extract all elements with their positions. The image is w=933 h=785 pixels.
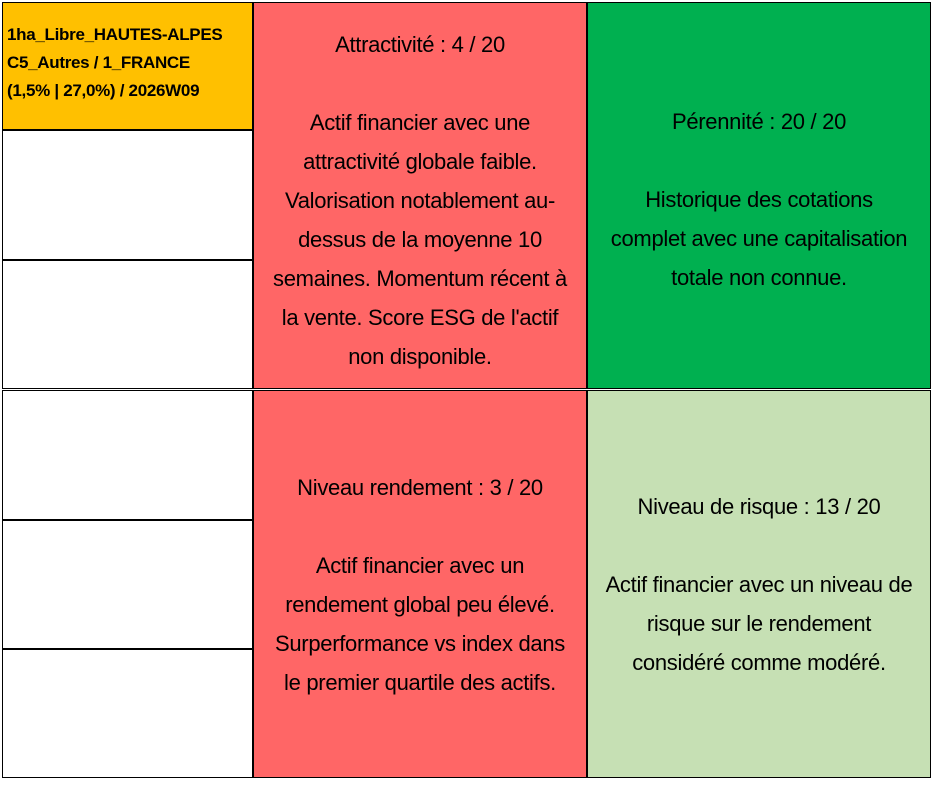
rendement-cell	[253, 390, 587, 778]
attractivite-desc-line: non disponible.	[348, 344, 492, 369]
attractivite-desc-line: attractivité globale faible.	[303, 149, 537, 174]
perennite-desc-line: totale non connue.	[671, 265, 847, 290]
rendement-desc-line: le premier quartile des actifs.	[284, 670, 556, 695]
rendement-desc-line: rendement global peu élevé.	[285, 592, 555, 617]
perennite-title: Pérennité : 20 / 20	[671, 109, 847, 134]
attractivite-desc-line: dessus de la moyenne 10	[298, 227, 542, 252]
attractivite-desc-line: semaines. Momentum récent à	[273, 266, 567, 291]
rendement-desc-line: Surperformance vs index dans	[275, 631, 565, 656]
perennite-cell	[587, 2, 931, 389]
risque-desc-line: Actif financier avec un niveau de	[605, 571, 913, 597]
risque-desc-line: risque sur le rendement	[646, 610, 872, 636]
empty-cell	[2, 390, 253, 520]
attractivite-title: Attractivité : 4 / 20	[335, 32, 505, 57]
rendement-title: Niveau rendement : 3 / 20	[297, 475, 543, 500]
asset-name: 1ha_Libre_HAUTES-ALPES	[7, 25, 223, 44]
attractivite-cell	[253, 2, 587, 389]
asset-category: C5_Autres / 1_FRANCE	[7, 53, 190, 72]
perennite-desc-line: complet avec une capitalisation	[610, 226, 908, 251]
attractivite-desc-line: Valorisation notablement au-	[284, 188, 556, 213]
empty-cell	[2, 649, 253, 778]
asset-stats: (1,5% | 27,0%) / 2026W09	[7, 81, 200, 100]
perennite-desc-line: Historique des cotations	[645, 187, 873, 212]
empty-cell	[2, 130, 253, 260]
risque-desc-line: considéré comme modéré.	[632, 649, 886, 675]
rendement-desc-line: Actif financier avec un	[315, 553, 525, 578]
risque-title: Niveau de risque : 13 / 20	[637, 493, 881, 519]
empty-cell	[2, 520, 253, 649]
empty-cell	[2, 260, 253, 389]
risque-cell	[587, 390, 931, 778]
asset-header-cell	[2, 2, 253, 130]
attractivite-desc-line: Actif financier avec une	[309, 110, 531, 135]
attractivite-desc-line: la vente. Score ESG de l'actif	[281, 305, 559, 330]
